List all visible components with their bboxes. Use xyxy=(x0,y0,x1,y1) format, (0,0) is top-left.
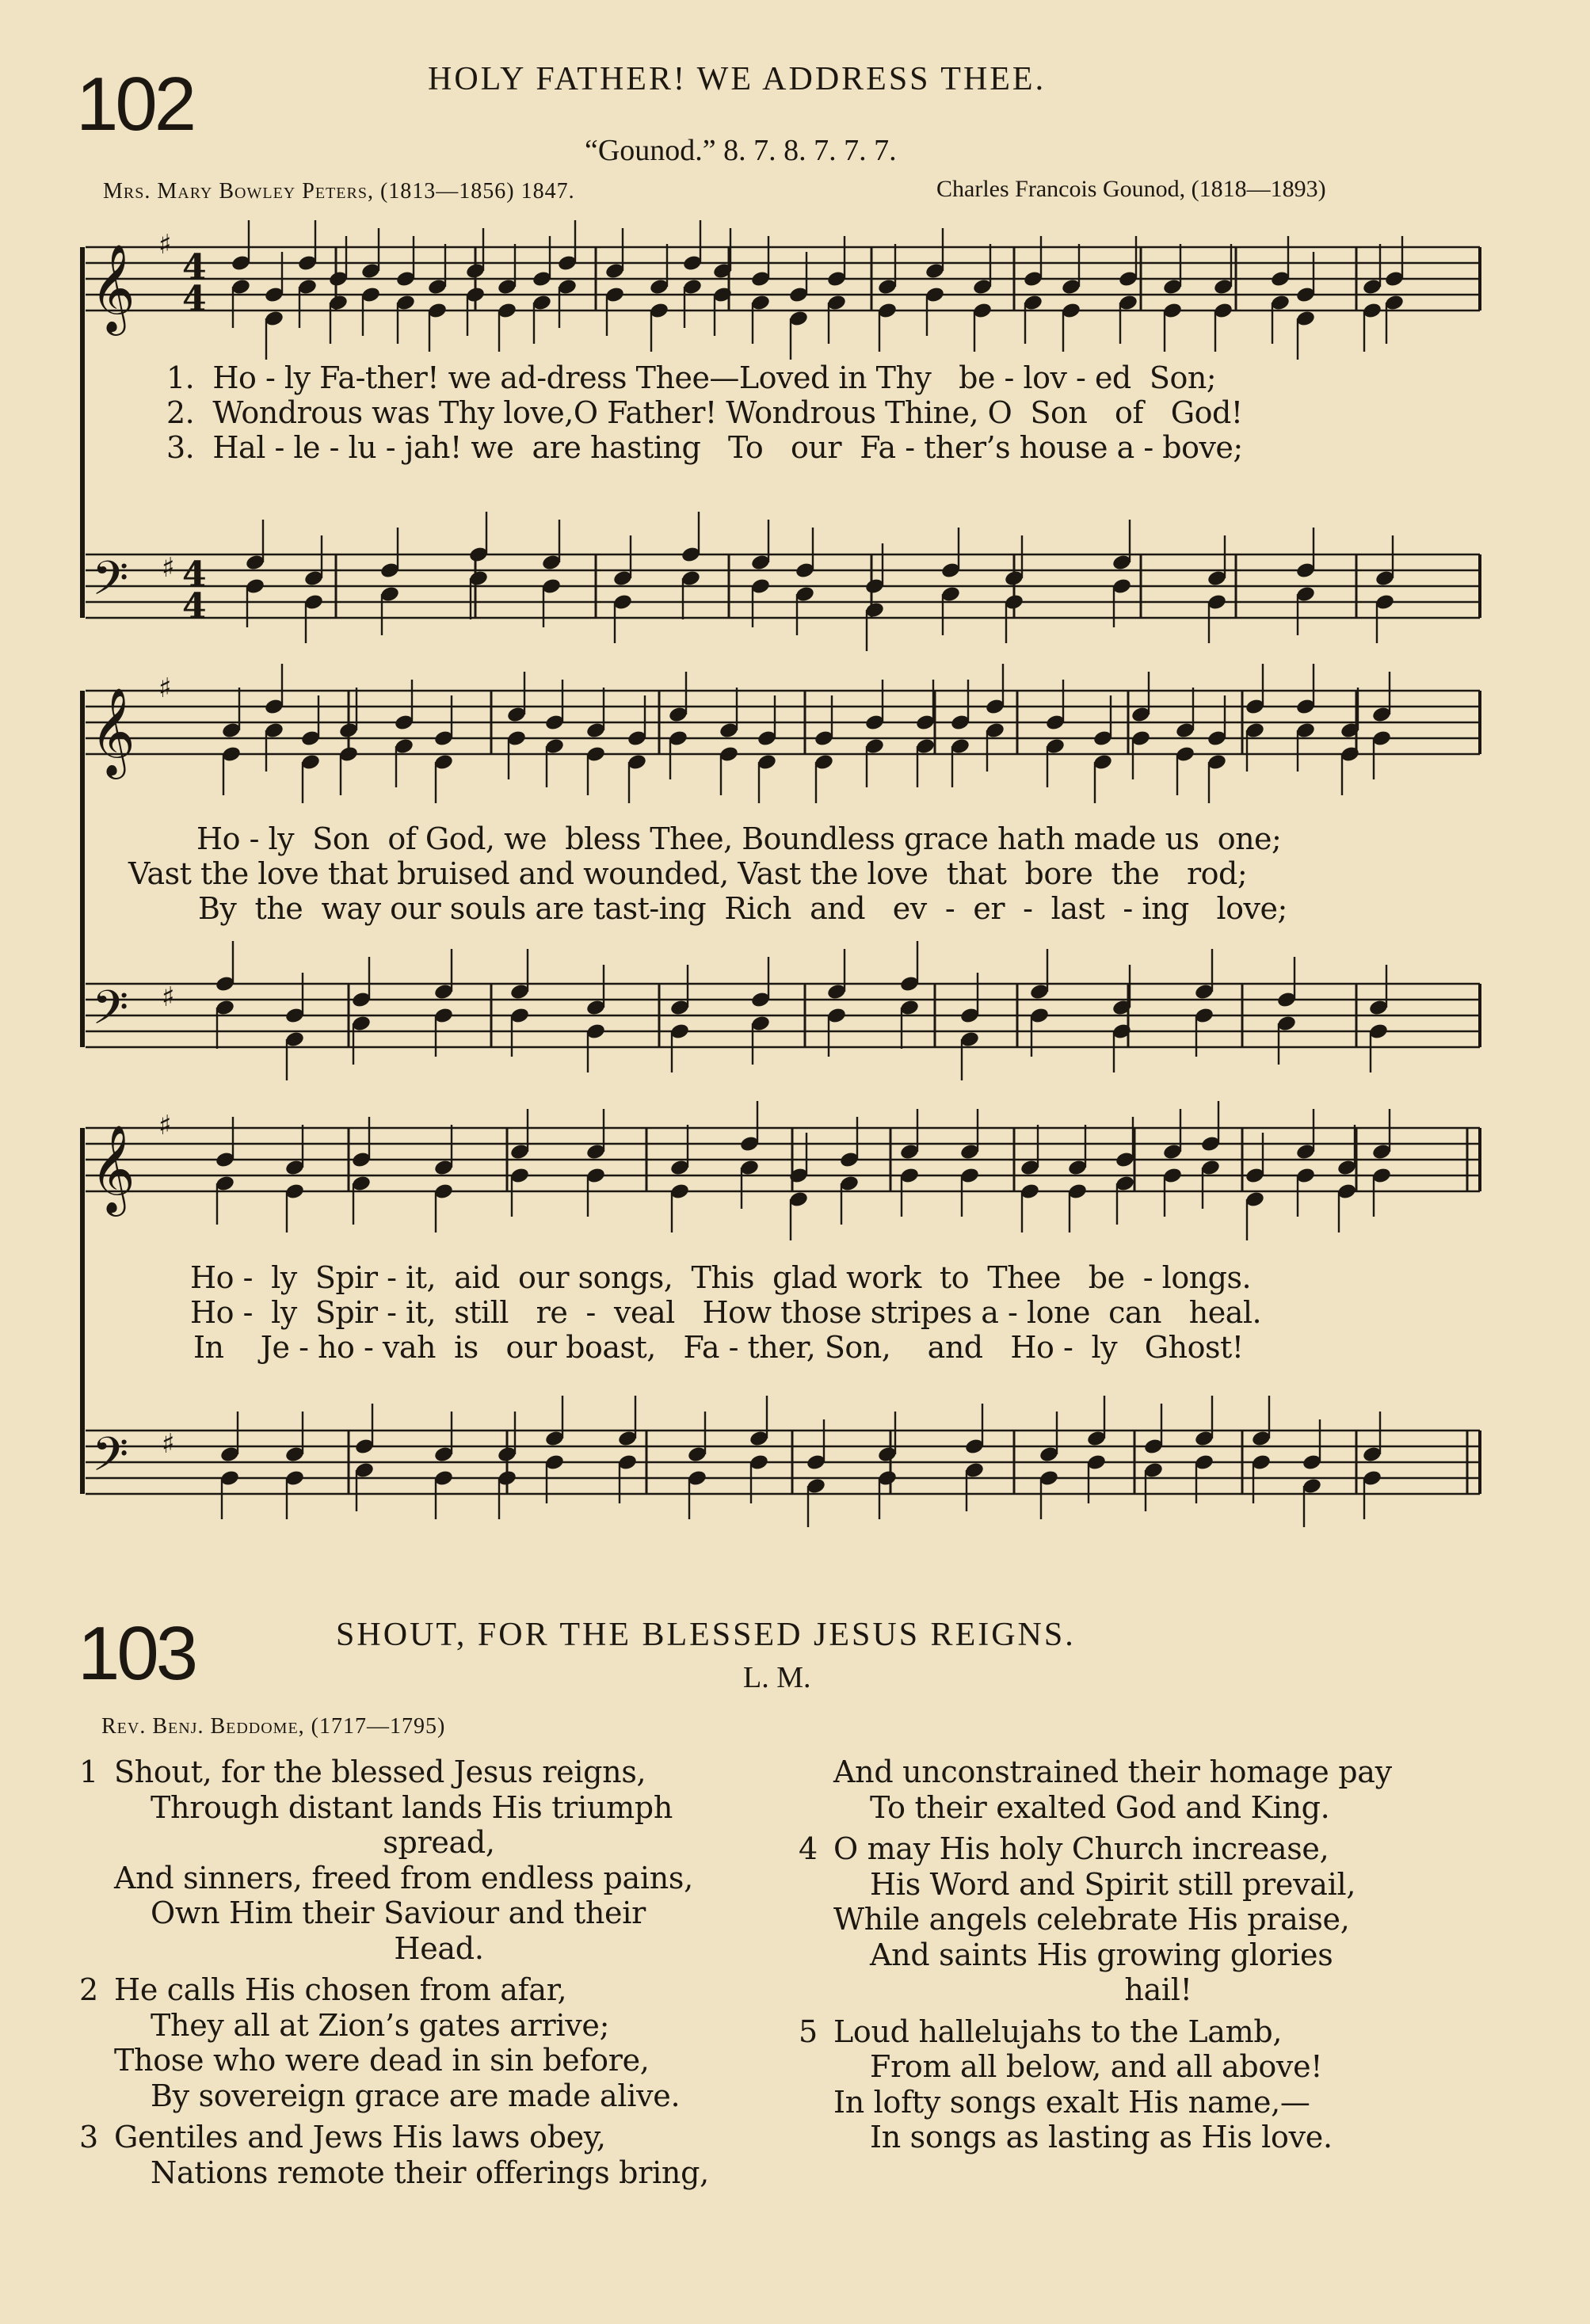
lyric-line: Vast the love that bruised and wounded, Vast the love that bore the rod; xyxy=(128,856,1248,891)
lyric-line: 3. Hal - le - lu - jah! we are hasting To our Fa - ther’s house a - bove; xyxy=(166,430,1243,465)
verse-line: hail! xyxy=(1124,1972,1192,2007)
verse-number: 5 xyxy=(799,2013,818,2049)
svg-text:♯: ♯ xyxy=(158,1110,172,1141)
lyric-line: By the way our souls are tast-ing Rich and ev - er - last - ing love; xyxy=(198,891,1287,926)
svg-text:4: 4 xyxy=(182,586,207,627)
lyric-line: Ho - ly Spir - it, still re - veal How those stripes a - lone can heal. xyxy=(190,1295,1262,1330)
lyric-line: Ho - ly Spir - it, aid our songs, This glad work to Thee be - longs. xyxy=(190,1260,1252,1295)
verse-line: To their exalted God and King. xyxy=(870,1789,1330,1825)
verse-line: While angels celebrate His praise, xyxy=(833,1902,1350,1937)
verse-line: And unconstrained their homage pay xyxy=(833,1754,1392,1789)
meter-103: L. M. xyxy=(743,1661,811,1694)
verse-line: Nations remote their offerings bring, xyxy=(151,2154,709,2190)
verse-line: spread, xyxy=(383,1825,495,1860)
svg-text:𝄞: 𝄞 xyxy=(90,687,135,775)
svg-text:♯: ♯ xyxy=(162,981,175,1013)
verse-number: 4 xyxy=(799,1831,818,1866)
svg-text:𝄢: 𝄢 xyxy=(92,551,129,617)
svg-text:4: 4 xyxy=(182,279,207,319)
verse-line: They all at Zion’s gates arrive; xyxy=(151,2007,610,2043)
verse-line: In songs as lasting as His love. xyxy=(870,2120,1333,2154)
tune-meter-102: “Gounod.” 8. 7. 8. 7. 7. 7. xyxy=(585,134,897,167)
lyric-line: 2. Wondrous was Thy love,O Father! Wondrous Thine, O Son of God! xyxy=(166,395,1243,430)
svg-text:♯: ♯ xyxy=(162,552,175,584)
verse-line: O may His holy Church increase, xyxy=(833,1831,1329,1866)
svg-text:4: 4 xyxy=(182,554,207,595)
hymn-title-103: SHOUT, FOR THE BLESSED JESUS REIGNS. xyxy=(336,1617,1076,1653)
verse-line: By sovereign grace are made alive. xyxy=(151,2078,681,2113)
composer-credit-102: Charles Francois Gounod, (1818—1893) xyxy=(936,176,1326,202)
verse-line: And sinners, freed from endless pains, xyxy=(114,1860,693,1895)
verse-number: 2 xyxy=(79,1972,98,2007)
svg-text:𝄞: 𝄞 xyxy=(90,243,135,332)
lyric-line: In Je - ho - vah is our boast, Fa - ther, Son, and Ho - ly Ghost! xyxy=(193,1330,1244,1365)
verse-line: And saints His growing glories xyxy=(870,1937,1333,1972)
verse-number: 1 xyxy=(79,1754,98,1789)
lyric-line: 1. Ho - ly Fa-ther! we ad-dress Thee—Loved in Thy be - lov - ed Son; xyxy=(166,360,1217,395)
hymn-title-102: HOLY FATHER! WE ADDRESS THEE. xyxy=(428,61,1047,97)
verse-line: Own Him their Saviour and their xyxy=(151,1895,646,1930)
verse-line: In lofty songs exalt His name,— xyxy=(833,2084,1310,2120)
verse-line: From all below, and all above! xyxy=(870,2049,1323,2084)
verse-line: Through distant lands His triumph xyxy=(151,1789,673,1825)
verse-line: Head. xyxy=(394,1930,484,1966)
hymn-number-102: 102 xyxy=(76,62,194,147)
author-credit-102: Mrs. Mary Bowley Peters, (1813—1856) 1847. xyxy=(103,179,575,204)
lyric-line: Ho - ly Son of God, we bless Thee, Boundless grace hath made us one; xyxy=(196,821,1282,856)
verse-line: Shout, for the blessed Jesus reigns, xyxy=(114,1754,646,1789)
svg-text:𝄢: 𝄢 xyxy=(92,1427,129,1493)
svg-text:𝄢: 𝄢 xyxy=(92,980,129,1046)
author-credit-103: Rev. Benj. Beddome, (1717—1795) xyxy=(101,1714,446,1739)
verse-line: Loud hallelujahs to the Lamb, xyxy=(833,2013,1283,2049)
svg-text:♯: ♯ xyxy=(158,229,172,261)
verse-line: He calls His chosen from afar, xyxy=(114,1972,567,2007)
hymn-number-103: 103 xyxy=(78,1611,196,1696)
verse-number: 3 xyxy=(79,2120,98,2154)
svg-text:♯: ♯ xyxy=(158,672,172,704)
verse-line: His Word and Spirit still prevail, xyxy=(870,1866,1356,1902)
svg-text:4: 4 xyxy=(182,247,207,288)
svg-text:𝄞: 𝄞 xyxy=(90,1124,135,1213)
verse-line: Gentiles and Jews His laws obey, xyxy=(114,2120,606,2154)
svg-text:♯: ♯ xyxy=(162,1428,175,1460)
verse-line: Those who were dead in sin before, xyxy=(114,2043,650,2078)
